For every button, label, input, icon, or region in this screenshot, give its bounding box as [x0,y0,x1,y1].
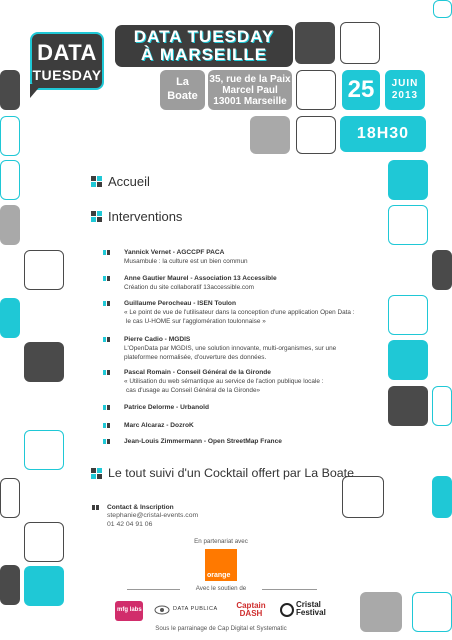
cristal-festival-logo: Cristal Festival [280,598,332,622]
bullet-icon [92,505,100,510]
year-text: 2013 [391,90,419,101]
deco-square [24,342,64,382]
deco-square [360,592,402,632]
partner-label: En partenariat avec [194,538,248,545]
patronage-text: Sous le parrainage de Cap Digital et Systematic [155,625,287,632]
bullet-icon [103,301,111,306]
mfglabs-logo: mfg labs [115,601,143,621]
date-day [342,70,380,110]
bullet-icon [103,337,111,342]
deco-square [0,478,20,518]
talk-description: « Utilisation du web sémantique au service de l'action publique locale : [124,378,324,385]
deco-square [340,22,380,64]
section-accueil: Accueil [108,174,150,189]
deco-square [388,386,428,426]
talk-description: plateformee normalisée, d'ouverture des données. [124,354,267,361]
eye-icon [154,605,170,615]
day-text: 25 [347,76,375,103]
deco-square [388,205,428,245]
address-line2: Marcel Paul [222,85,278,96]
section-squares-icon [91,468,102,479]
logo-bubble-tail [30,84,42,98]
deco-square [388,160,428,200]
deco-square [295,22,335,64]
cristal-badge-icon [280,603,294,617]
deco-square [0,116,20,156]
event-title [115,25,293,67]
venue-line2: Boate [167,90,198,102]
logo-line1: DATA [37,40,97,65]
title-line2: À MARSEILLE [140,45,268,64]
bullet-icon [103,276,111,281]
venue-line1: La [176,76,189,88]
deco-square [432,386,452,426]
deco-square [342,476,384,518]
logo-line2: TUESDAY [32,67,102,83]
talk-speaker: Pierre Cadio - MGDIS [124,336,191,343]
deco-square [432,476,452,518]
talk-speaker: Yannick Vernet - AGCCPF PACA [124,249,225,256]
deco-square [0,565,20,605]
venue-box [160,70,205,110]
deco-square [24,522,64,562]
talk-speaker: Guillaume Perocheau - ISEN Toulon [124,300,236,307]
contact-title: Contact & Inscription [107,504,174,511]
section-squares-icon [91,211,102,222]
deco-square [296,70,336,110]
talk-speaker: Jean-Louis Zimmermann - Open StreetMap France [124,438,282,445]
talk-speaker: Anne Gautier Maurel - Association 13 Accessible [124,275,277,282]
deco-square [412,592,452,632]
address-box [208,70,292,110]
talk-description: cas d'usage au Conseil Général de la Gironde» [126,387,261,394]
talk-speaker: Pascal Romain - Conseil Général de la Gironde [124,369,271,376]
talk-speaker: Patrice Delorme - Urbanoïd [124,404,210,411]
time-box [340,116,426,152]
bullet-icon [103,439,111,444]
section-interventions: Interventions [108,209,183,224]
time-text: 18H30 [356,125,410,142]
address-line1: 35, rue de la Paix [209,74,291,85]
support-label: Avec le soutien de [180,585,262,592]
deco-square [0,205,20,245]
bullet-icon [103,370,111,375]
captain-dash-logo: Captain DASH [236,601,266,618]
contact-email[interactable]: stephanie@cristal-events.com [107,512,199,519]
data-tuesday-logo [30,32,104,90]
deco-square [388,340,428,380]
deco-square [0,70,20,110]
talk-description: le cas U-HOME sur l'agglomération toulonnaise » [126,318,266,325]
title-line1: DATA TUESDAY [133,27,275,46]
deco-square [433,0,452,18]
talk-speaker: Marc Alcaraz - DozroK [124,422,194,429]
month-text: JUIN [391,78,419,89]
bullet-icon [103,405,111,410]
deco-square [24,566,64,606]
bullet-icon [103,423,111,428]
orange-logo-text: orange [207,572,231,579]
bullet-icon [103,250,111,255]
deco-square [432,250,452,290]
deco-square [24,250,64,290]
contact-phone: 01 42 04 91 06 [107,521,153,528]
talk-description: Musambule : la culture est un bien commun [124,258,248,265]
section-cocktail: Le tout suivi d'un Cocktail offert par La Boate [108,466,354,480]
address-line3: 13001 Marseille [213,96,287,107]
talk-description: « Le point de vue de l'utilisateur dans la conception d'une application Open Data : [124,309,355,316]
section-squares-icon [91,176,102,187]
orange-logo [205,549,237,581]
deco-square [250,116,290,154]
talk-description: L'OpenData par MGDIS, une solution innovante, multi-organismes, sur une [124,345,337,352]
talk-description: Création du site collaboratif 13accessible.com [124,284,255,291]
deco-square [388,295,428,335]
deco-square [0,160,20,200]
deco-square [296,116,336,154]
deco-square [0,298,20,338]
deco-square [24,430,64,470]
date-month [385,70,425,110]
